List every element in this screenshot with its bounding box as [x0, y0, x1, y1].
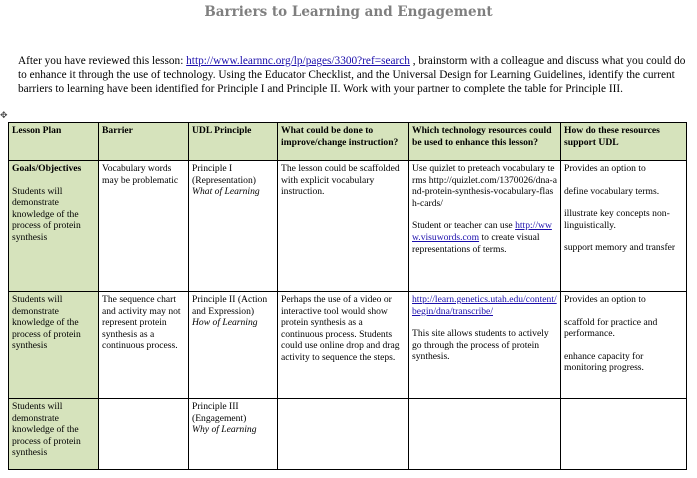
header-improve: What could be done to improve/change instruction? — [278, 123, 409, 161]
visuwords-link[interactable]: http://www.visuwords.com — [412, 220, 552, 243]
visuwords-text — [412, 220, 557, 255]
support-cell — [561, 161, 687, 292]
table-row — [9, 292, 687, 399]
support-line: Provides an option to — [564, 163, 646, 174]
header-support-udl: How do these resources support UDL — [561, 123, 687, 161]
principle-name: Principle I (Representation) — [192, 163, 256, 186]
visuwords-suffix: to create visual representations of terms. — [412, 231, 540, 255]
goals-objectives-label: Goals/Objectives — [12, 163, 82, 174]
barrier-cell-empty[interactable] — [99, 399, 189, 470]
improve-cell: Perhaps the use of a video or interactive tool would show protein synthesis as a continuous process. Students could use online drop and drag activity to sequence the steps. — [278, 292, 409, 399]
support-line: Provides an option to — [564, 294, 646, 305]
genetics-text: This site allows students to actively go through the process of protein synthesis. — [412, 328, 549, 363]
tech-cell — [409, 161, 561, 292]
barrier-cell: The sequence chart and activity may not represent protein synthesis as a continuous process. — [99, 292, 189, 399]
support-cell — [561, 292, 687, 399]
principle-cell — [189, 161, 278, 292]
support-line: illustrate key concepts non-linguistically. — [564, 208, 670, 231]
improve-cell-empty[interactable] — [278, 399, 409, 470]
principle-name: Principle II (Action and Expression) — [192, 294, 268, 317]
support-cell-empty[interactable] — [561, 399, 687, 470]
header-lesson-plan: Lesson Plan — [9, 123, 99, 161]
table-row — [9, 161, 687, 292]
principle-subtitle: How of Learning — [192, 317, 258, 329]
intro-suffix: , brainstorm with a colleague and discuss what you could do to enhance it through the use of technology. Using the Educator Checklist, and the Universal Design for Learning Guidelines, identify the current barriers to learning have been identified for Principle I and Principle II. Work with your partner to complete the table for Principle III. — [18, 55, 686, 96]
support-line: support memory and transfer — [564, 242, 676, 254]
principle-cell — [189, 399, 278, 470]
lesson-cell: Students will demonstrate knowledge of the process of protein synthesis — [9, 399, 99, 470]
improve-cell: The lesson could be scaffolded with explicit vocabulary instruction. — [278, 161, 409, 292]
support-line: scaffold for practice and performance. — [564, 316, 658, 340]
principle-subtitle: Why of Learning — [192, 424, 257, 436]
tech-cell — [409, 292, 561, 399]
header-barrier: Barrier — [99, 123, 189, 161]
table-header-row — [9, 123, 687, 161]
intro-prefix: After you have reviewed this lesson: — [18, 55, 187, 67]
table-row — [9, 399, 687, 470]
quizlet-text: Use quizlet to preteach vocabulary terms http://quizlet.com/1370026/dna-and-protein-synthesis-vocabulary-flash-cards/ — [412, 163, 557, 209]
lesson-cell: Students will demonstrate knowledge of the process of protein synthesis — [9, 292, 99, 399]
tech-cell-empty[interactable] — [409, 399, 561, 470]
header-udl-principle: UDL Principle — [189, 123, 278, 161]
principle-cell — [189, 292, 278, 399]
principle-name: Principle III (Engagement) — [192, 401, 247, 424]
visuwords-prefix: Student or teacher can use — [412, 220, 516, 232]
page-title: Barriers to Learning and Engagement — [204, 4, 493, 20]
lesson-cell — [9, 161, 99, 292]
genetics-link[interactable]: http://learn.genetics.utah.edu/content/begin/dna/transcribe/ — [412, 294, 557, 317]
table-move-handle-icon[interactable]: ✥ — [0, 111, 8, 121]
lesson-link[interactable]: http://www.learnnc.org/lp/pages/3300?ref=search — [186, 55, 410, 67]
support-line: enhance capacity for monitoring progress. — [564, 350, 644, 374]
lesson-text: Students will demonstrate knowledge of the process of protein synthesis — [12, 185, 81, 243]
principle-subtitle: What of Learning — [192, 186, 260, 198]
header-tech-resources: Which technology resources could be used to enhance this lesson? — [409, 123, 561, 161]
barriers-table — [8, 122, 687, 470]
intro-paragraph — [18, 54, 686, 97]
barrier-cell: Vocabulary words may be problematic — [99, 161, 189, 292]
support-line: define vocabulary terms. — [564, 185, 660, 197]
